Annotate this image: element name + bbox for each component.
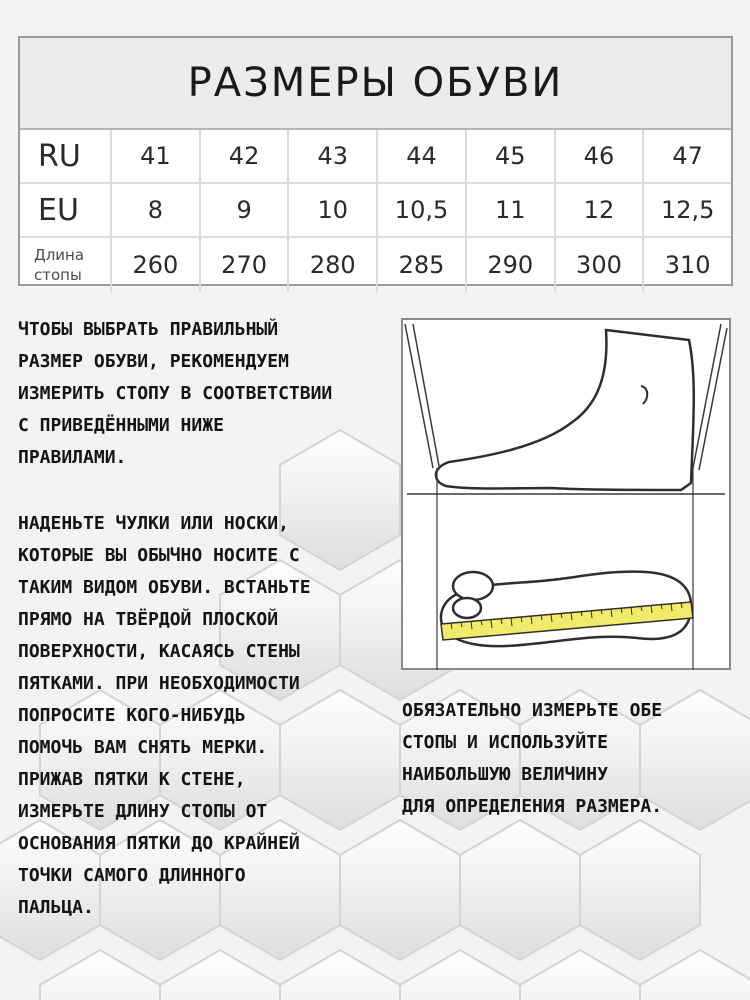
text-line: ПРАВИЛАМИ. xyxy=(18,447,127,468)
text-line: ОБЯЗАТЕЛЬНО ИЗМЕРЬТЕ ОБЕ xyxy=(402,700,663,721)
text-line: РАЗМЕР ОБУВИ, РЕКОМЕНДУЕМ xyxy=(18,351,289,372)
size-cell: 11 xyxy=(465,184,554,236)
size-cell: 300 xyxy=(554,238,643,292)
row-label-ru: RU xyxy=(38,138,81,174)
text-line: ТАКИМ ВИДОМ ОБУВИ. ВСТАНЬТЕ xyxy=(18,577,311,598)
text-line: СТОПЫ И ИСПОЛЬЗУЙТЕ xyxy=(402,732,608,753)
text-line: ИЗМЕРЬТЕ ДЛИНУ СТОПЫ ОТ xyxy=(18,801,268,822)
text-line: НАИБОЛЬШУЮ ВЕЛИЧИНУ xyxy=(402,764,608,785)
text-line: С ПРИВЕДЁННЫМИ НИЖЕ xyxy=(18,415,224,436)
row-label-line: Длина xyxy=(34,246,85,264)
size-cell: 9 xyxy=(199,184,288,236)
text-line: КОТОРЫЕ ВЫ ОБЫЧНО НОСИТЕ С xyxy=(18,545,300,566)
size-cell: 10 xyxy=(287,184,376,236)
size-cell: 285 xyxy=(376,238,465,292)
size-cell: 10,5 xyxy=(376,184,465,236)
text-line: ДЛЯ ОПРЕДЕЛЕНИЯ РАЗМЕРА. xyxy=(402,796,663,817)
table-title: РАЗМЕРЫ ОБУВИ xyxy=(20,38,731,130)
steps-text xyxy=(18,508,388,924)
size-cell: 310 xyxy=(642,238,731,292)
size-cell: 270 xyxy=(199,238,288,292)
size-cell: 280 xyxy=(287,238,376,292)
text-line: ПРЯМО НА ТВЁРДОЙ ПЛОСКОЙ xyxy=(18,609,279,630)
text-line: ПОВЕРХНОСТИ, КАСАЯСЬ СТЕНЫ xyxy=(18,641,300,662)
size-cell: 8 xyxy=(110,184,199,236)
size-table xyxy=(18,36,733,286)
text-line: ПАЛЬЦА. xyxy=(18,897,94,918)
row-label-foot-length xyxy=(20,238,110,292)
text-line: ПОПРОСИТЕ КОГО-НИБУДЬ xyxy=(18,705,246,726)
size-cell: 41 xyxy=(110,130,199,182)
note-text xyxy=(402,695,732,823)
size-cell: 44 xyxy=(376,130,465,182)
size-cell: 43 xyxy=(287,130,376,182)
size-row-eu xyxy=(20,182,731,236)
size-cell: 12 xyxy=(554,184,643,236)
text-line: ИЗМЕРИТЬ СТОПУ В СООТВЕТСТВИИ xyxy=(18,383,333,404)
intro-text xyxy=(18,314,388,474)
size-cell: 42 xyxy=(199,130,288,182)
size-cell: 46 xyxy=(554,130,643,182)
text-line: ТОЧКИ САМОГО ДЛИННОГО xyxy=(18,865,246,886)
row-label-line: стопы xyxy=(34,266,82,284)
size-cell: 12,5 xyxy=(642,184,731,236)
size-cell: 45 xyxy=(465,130,554,182)
size-cell: 290 xyxy=(465,238,554,292)
text-line: ЧТОБЫ ВЫБРАТЬ ПРАВИЛЬНЫЙ xyxy=(18,319,279,340)
size-cell: 260 xyxy=(110,238,199,292)
size-row-foot-length xyxy=(20,236,731,292)
text-line: ОСНОВАНИЯ ПЯТКИ ДО КРАЙНЕЙ xyxy=(18,833,300,854)
text-line: ПРИЖАВ ПЯТКИ К СТЕНЕ, xyxy=(18,769,246,790)
text-line: НАДЕНЬТЕ ЧУЛКИ ИЛИ НОСКИ, xyxy=(18,513,289,534)
size-cell: 47 xyxy=(642,130,731,182)
size-row-ru xyxy=(20,130,731,182)
text-line: ПЯТКАМИ. ПРИ НЕОБХОДИМОСТИ xyxy=(18,673,300,694)
text-line: ПОМОЧЬ ВАМ СНЯТЬ МЕРКИ. xyxy=(18,737,268,758)
foot-measurement-icon xyxy=(401,318,731,670)
row-label-eu: EU xyxy=(38,192,79,228)
